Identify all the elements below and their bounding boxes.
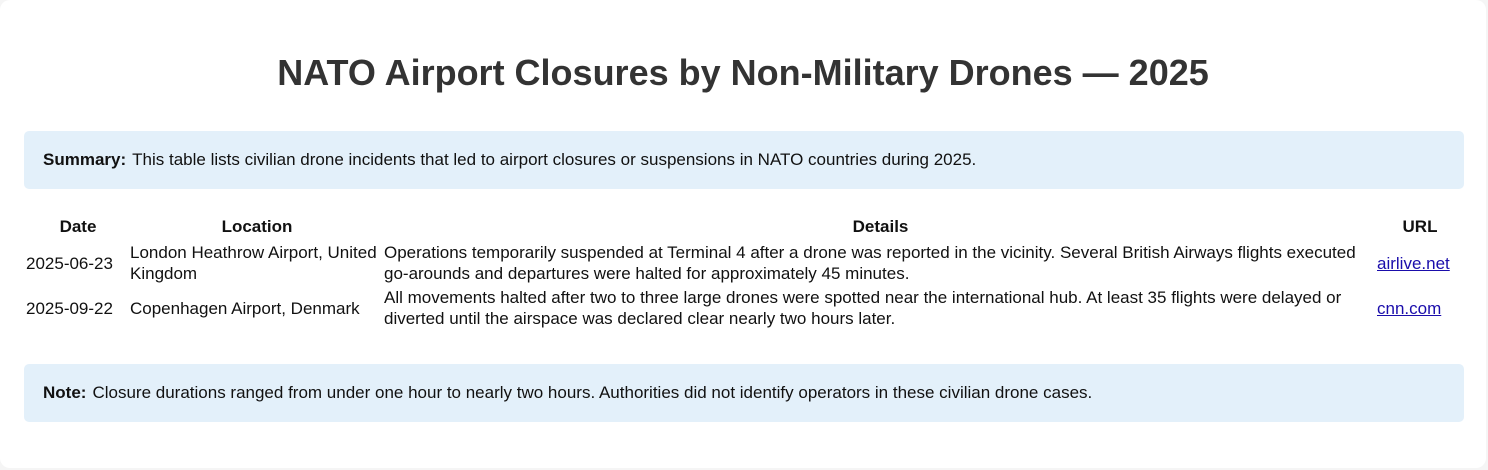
cell-details: Operations temporarily suspended at Terminal 4 after a drone was reported in the vicinity. Several British Airways flights executed go-arounds and departures were halted for approximately 45 minutes. — [384, 243, 1356, 283]
table-header-row — [26, 214, 1463, 241]
summary-text: This table lists civilian drone incidents that led to airport closures or suspensions in NATO countries during 2025. — [132, 150, 977, 169]
page-title: NATO Airport Closures by Non-Military Drones — 2025 — [277, 52, 1209, 93]
source-link[interactable]: cnn.com — [1377, 298, 1442, 318]
note-box — [24, 364, 1464, 422]
note-text: Closure durations ranged from under one hour to nearly two hours. Authorities did not identify operators in these civilian drone cases. — [92, 383, 1093, 402]
incidents-table — [26, 214, 1463, 331]
table-row — [26, 286, 1463, 331]
table-row — [26, 241, 1463, 286]
header-url: URL — [1402, 217, 1438, 236]
cell-url — [1377, 286, 1463, 331]
header-date: Date — [59, 217, 97, 236]
cell-date: 2025-06-23 — [26, 253, 113, 273]
header-location: Location — [221, 217, 293, 236]
summary-box — [24, 131, 1464, 189]
cell-date: 2025-09-22 — [26, 298, 113, 318]
source-link[interactable]: airlive.net — [1377, 253, 1450, 273]
cell-location: Copenhagen Airport, Denmark — [130, 298, 360, 318]
cell-location: London Heathrow Airport, United Kingdom — [130, 243, 377, 283]
header-details: Details — [852, 217, 909, 236]
note-label: Note: — [43, 383, 87, 402]
cell-url — [1377, 241, 1463, 286]
cell-details: All movements halted after two to three large drones were spotted near the international hub. At least 35 flights were delayed or diverted until the airspace was declared clear nearly two hours later. — [384, 288, 1342, 328]
summary-label: Summary: — [43, 150, 127, 169]
